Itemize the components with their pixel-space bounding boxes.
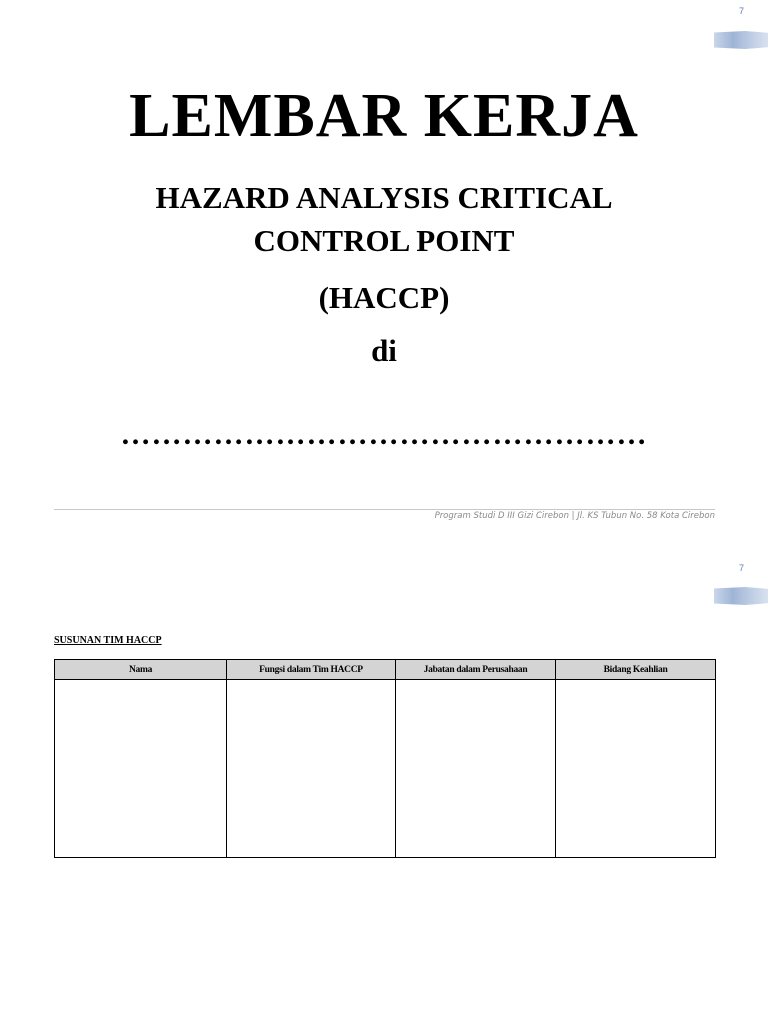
page-tab-decoration [714,587,768,605]
table-header-row [55,660,716,680]
table-row [55,680,716,858]
section-title: SUSUNAN TIM HACCP [54,635,162,646]
footer-divider [54,509,715,510]
table-cell-nama[interactable] [55,680,227,858]
column-header-bidang: Bidang Keahlian [556,660,716,680]
page-number: 7 [739,6,745,16]
subtitle-line-4: di [371,333,397,368]
location-blank-line: …………………………………………… [120,418,648,451]
page-tab-decoration [714,31,768,49]
page-number: 7 [739,563,745,573]
column-header-nama: Nama [55,660,227,680]
haccp-team-table [54,659,716,858]
table-cell-fungsi[interactable] [227,680,396,858]
subtitle-line-1: HAZARD ANALYSIS CRITICAL [155,180,613,215]
document-title: LEMBAR KERJA [129,82,639,150]
table-cell-jabatan[interactable] [396,680,556,858]
subtitle-line-3: (HACCP) [318,280,450,315]
column-header-fungsi: Fungsi dalam Tim HACCP [227,660,396,680]
subtitle-line-2: CONTROL POINT [253,223,515,258]
footer-address: Program Studi D III Gizi Cirebon | Jl. KS Tubun No. 58 Kota Cirebon [434,511,715,521]
column-header-jabatan: Jabatan dalam Perusahaan [396,660,556,680]
table-cell-bidang[interactable] [556,680,716,858]
